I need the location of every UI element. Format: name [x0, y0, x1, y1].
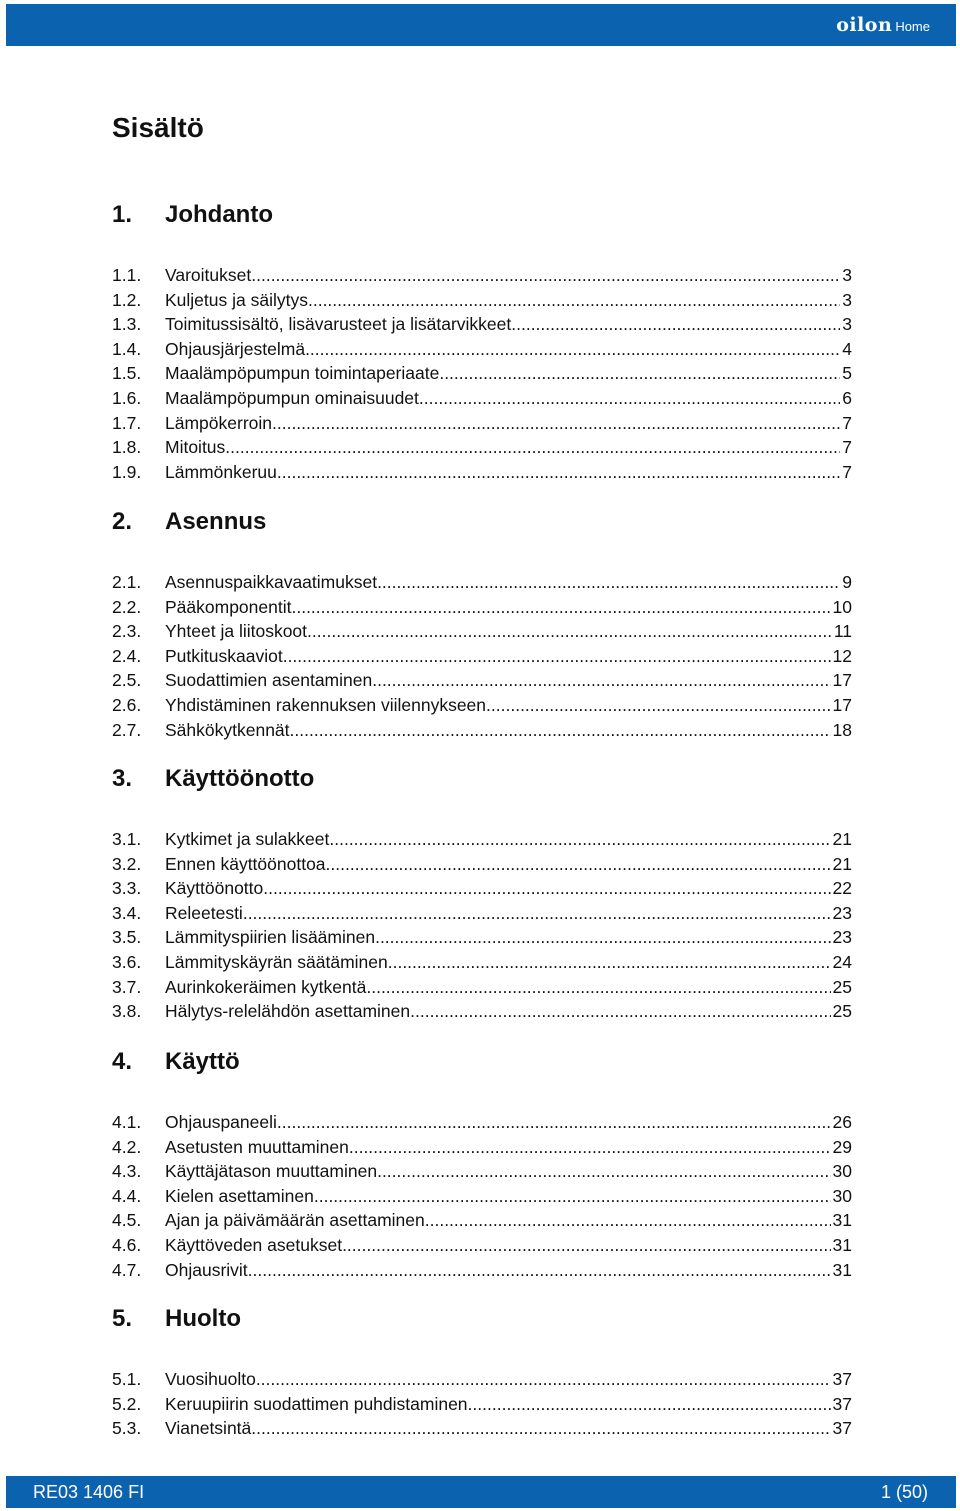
toc-entry[interactable]	[112, 926, 852, 948]
entry-number: 3.5.	[112, 927, 142, 948]
entry-label: Kielen asettaminen	[165, 1185, 314, 1206]
dot-leader	[419, 387, 840, 409]
entry-page-number: 5	[842, 363, 852, 384]
entry-label: Suodattimien asentaminen	[165, 670, 373, 691]
dot-leader	[290, 719, 831, 741]
toc-entry[interactable]	[112, 902, 852, 924]
dot-leader	[377, 1160, 830, 1182]
page-number: 1 (50)	[880, 1481, 928, 1502]
toc-entry[interactable]	[112, 313, 852, 335]
entry-number: 1.3.	[112, 314, 142, 335]
entry-page-number: 7	[842, 461, 852, 482]
entry-number: 2.7.	[112, 719, 142, 740]
entry-number: 4.5.	[112, 1210, 142, 1231]
toc-entry[interactable]	[112, 877, 852, 899]
toc-entry[interactable]	[112, 828, 852, 850]
section-title: Huolto	[165, 1305, 241, 1332]
entry-page-number: 37	[832, 1369, 852, 1389]
entry-number: 2.5.	[112, 670, 142, 691]
dot-leader	[366, 976, 830, 998]
entry-label: Vianetsintä	[165, 1418, 252, 1439]
entry-number: 4.2.	[112, 1136, 142, 1157]
entry-label: Releetesti	[165, 902, 243, 923]
entry-label: Mitoitus	[165, 437, 226, 458]
dot-leader	[272, 412, 840, 434]
page-title: Sisältö	[112, 112, 204, 143]
entry-label: Yhteet ja liitoskoot	[165, 621, 308, 642]
toc-entry[interactable]	[112, 645, 852, 667]
toc-entry[interactable]	[112, 338, 852, 360]
toc-entry[interactable]	[112, 1417, 852, 1439]
entry-number: 4.7.	[112, 1259, 142, 1280]
toc-entry[interactable]	[112, 412, 852, 434]
entry-page-number: 23	[832, 902, 852, 923]
entry-number: 5.2.	[112, 1393, 142, 1414]
toc-entry[interactable]	[112, 853, 852, 875]
dot-leader	[377, 571, 840, 593]
section-number: 4.	[112, 1048, 133, 1075]
entry-label: Keruupiirin suodattimen puhdistaminen	[165, 1393, 468, 1414]
dot-leader	[314, 1185, 831, 1207]
dot-leader	[388, 951, 831, 973]
toc-entry[interactable]	[112, 387, 852, 409]
entry-label: Kytkimet ja sulakkeet	[165, 829, 330, 849]
dot-leader	[248, 1259, 831, 1281]
entry-label: Pääkomponentit	[165, 596, 292, 617]
entry-page-number: 4	[842, 338, 852, 359]
entry-page-number: 7	[842, 412, 852, 433]
entry-label: Ohjausrivit	[165, 1259, 248, 1280]
entry-page-number: 23	[832, 927, 852, 948]
dot-leader	[277, 1111, 831, 1133]
dot-leader	[243, 902, 831, 924]
entry-number: 4.3.	[112, 1161, 142, 1182]
entry-number: 2.2.	[112, 596, 142, 617]
dot-leader	[277, 461, 840, 483]
dot-leader	[251, 264, 840, 286]
section-number: 1.	[112, 201, 133, 228]
entry-label: Putkituskaaviot	[165, 645, 283, 666]
toc-entry[interactable]	[112, 951, 852, 973]
toc-entry[interactable]	[112, 596, 852, 618]
toc-entry[interactable]	[112, 1136, 852, 1158]
toc-entry[interactable]	[112, 461, 852, 483]
entry-number: 3.4.	[112, 902, 142, 923]
section-number: 2.	[112, 508, 133, 535]
entry-label: Lämpökerroin	[165, 412, 272, 433]
entry-page-number: 9	[842, 572, 852, 592]
entry-page-number: 17	[832, 670, 852, 691]
toc-entry[interactable]	[112, 1209, 852, 1231]
entry-label: Maalämpöpumpun toimintaperiaate	[165, 363, 440, 384]
entry-page-number: 26	[832, 1112, 852, 1132]
entry-label: Sähkökytkennät	[165, 719, 290, 740]
dot-leader	[410, 1000, 830, 1022]
entry-number: 1.1.	[112, 265, 142, 285]
entry-page-number: 37	[832, 1418, 852, 1439]
dot-leader	[225, 436, 840, 458]
entry-page-number: 7	[842, 437, 852, 458]
dot-leader	[263, 877, 830, 899]
dot-leader	[305, 338, 840, 360]
entry-number: 3.6.	[112, 952, 142, 972]
entry-label: Aurinkokeräimen kytkentä	[165, 976, 367, 997]
entry-number: 1.9.	[112, 461, 142, 482]
oilon-home-logo	[836, 14, 930, 36]
entry-number: 4.6.	[112, 1235, 142, 1255]
entry-page-number: 21	[832, 853, 852, 874]
section-heading	[112, 1048, 240, 1076]
entry-number: 4.1.	[112, 1112, 142, 1132]
footer-bar	[6, 1476, 956, 1508]
dot-leader	[329, 828, 830, 850]
entry-label: Asennuspaikkavaatimukset	[165, 572, 378, 592]
entry-page-number: 31	[832, 1235, 852, 1255]
entry-page-number: 30	[832, 1161, 852, 1182]
entry-number: 2.4.	[112, 645, 142, 666]
entry-page-number: 31	[832, 1259, 852, 1280]
entry-number: 2.1.	[112, 572, 142, 592]
entry-page-number: 25	[832, 976, 852, 997]
entry-number: 5.1.	[112, 1369, 142, 1389]
entry-number: 3.7.	[112, 976, 142, 997]
toc-entry[interactable]	[112, 1368, 852, 1390]
section-title: Asennus	[165, 508, 267, 535]
entry-page-number: 25	[832, 1001, 852, 1022]
toc-entry[interactable]	[112, 719, 852, 741]
entry-page-number: 17	[832, 695, 852, 715]
entry-label: Vuosihuolto	[165, 1369, 256, 1389]
dot-leader	[283, 645, 831, 667]
section-heading	[112, 765, 314, 793]
section-title: Käyttöönotto	[165, 765, 315, 792]
dot-leader	[307, 620, 832, 642]
section-heading	[112, 201, 273, 229]
logo-sub: Home	[895, 19, 930, 34]
entry-page-number: 21	[832, 829, 852, 849]
dot-leader	[468, 1393, 831, 1415]
toc-entry[interactable]	[112, 1000, 852, 1022]
toc-entry[interactable]	[112, 1111, 852, 1133]
entry-page-number: 24	[832, 952, 852, 972]
entry-number: 2.6.	[112, 695, 142, 715]
logo-word: oilon	[836, 14, 893, 36]
entry-page-number: 31	[832, 1210, 852, 1231]
dot-leader	[439, 362, 840, 384]
entry-number: 3.3.	[112, 878, 142, 899]
entry-page-number: 11	[833, 621, 852, 642]
entry-label: Käyttöönotto	[165, 878, 264, 899]
toc-entry[interactable]	[112, 289, 852, 311]
section-heading	[112, 1305, 241, 1333]
header-bar	[6, 4, 956, 46]
entry-number: 5.3.	[112, 1418, 142, 1439]
entry-label: Ohjausjärjestelmä	[165, 338, 306, 359]
entry-page-number: 37	[832, 1393, 852, 1414]
dot-leader	[326, 853, 831, 875]
entry-page-number: 22	[832, 878, 852, 899]
section-heading	[112, 508, 266, 536]
entry-number: 4.4.	[112, 1185, 142, 1206]
entry-number: 3.1.	[112, 829, 142, 849]
entry-number: 3.2.	[112, 853, 142, 874]
entry-number: 3.8.	[112, 1001, 142, 1022]
entry-label: Ennen käyttöönottoa	[165, 853, 326, 874]
entry-page-number: 6	[842, 388, 852, 408]
section-title: Johdanto	[165, 201, 273, 228]
dot-leader	[291, 596, 830, 618]
entry-number: 2.3.	[112, 621, 142, 642]
toc-entry[interactable]	[112, 1393, 852, 1415]
entry-page-number: 18	[832, 719, 852, 740]
entry-number: 1.4.	[112, 338, 142, 359]
toc-entry[interactable]	[112, 571, 852, 593]
toc-entry[interactable]	[112, 1185, 852, 1207]
entry-page-number: 3	[842, 289, 852, 310]
section-number: 3.	[112, 765, 133, 792]
toc-entry[interactable]	[112, 976, 852, 998]
entry-page-number: 3	[842, 265, 852, 285]
entry-number: 1.6.	[112, 388, 142, 408]
entry-label: Lämmönkeruu	[165, 461, 277, 482]
entry-label: Varoitukset	[165, 265, 252, 285]
entry-label: Ajan ja päivämäärän asettaminen	[165, 1210, 425, 1231]
entry-label: Yhdistäminen rakennuksen viilennykseen	[165, 695, 487, 715]
entry-number: 1.5.	[112, 363, 142, 384]
entry-page-number: 3	[842, 314, 852, 335]
section-number: 5.	[112, 1305, 133, 1332]
entry-number: 1.8.	[112, 437, 142, 458]
entry-label: Hälytys-relelähdön asettaminen	[165, 1001, 411, 1022]
dot-leader	[425, 1209, 831, 1231]
dot-leader	[342, 1234, 830, 1256]
entry-label: Ohjauspaneeli	[165, 1112, 277, 1132]
entry-page-number: 29	[832, 1136, 852, 1157]
toc-entry[interactable]	[112, 1234, 852, 1256]
toc-entry[interactable]	[112, 362, 852, 384]
dot-leader	[372, 669, 830, 691]
dot-leader	[486, 694, 831, 716]
toc-entry[interactable]	[112, 620, 852, 642]
toc-entry[interactable]	[112, 1259, 852, 1281]
entry-label: Kuljetus ja säilytys	[165, 289, 308, 310]
toc-entry[interactable]	[112, 436, 852, 458]
entry-page-number: 12	[832, 645, 852, 666]
entry-label: Asetusten muuttaminen	[165, 1136, 349, 1157]
dot-leader	[349, 1136, 831, 1158]
entry-label: Lämmityskäyrän säätäminen	[165, 952, 388, 972]
dot-leader	[308, 289, 840, 311]
toc-entry[interactable]	[112, 264, 852, 286]
dot-leader	[511, 313, 840, 335]
toc-entry[interactable]	[112, 694, 852, 716]
entry-label: Maalämpöpumpun ominaisuudet	[165, 388, 419, 408]
section-title: Käyttö	[165, 1048, 240, 1075]
entry-page-number: 30	[832, 1185, 852, 1206]
dot-leader	[251, 1417, 830, 1439]
entry-label: Käyttäjätason muuttaminen	[165, 1161, 378, 1182]
entry-label: Toimitussisältö, lisävarusteet ja lisätarvikkeet	[165, 314, 512, 335]
entry-label: Käyttöveden asetukset	[165, 1235, 343, 1255]
dot-leader	[256, 1368, 831, 1390]
document-code: RE03 1406 FI	[33, 1481, 145, 1502]
dot-leader	[375, 926, 830, 948]
toc-entry[interactable]	[112, 1160, 852, 1182]
entry-label: Lämmityspiirien lisääminen	[165, 927, 376, 948]
entry-number: 1.7.	[112, 412, 142, 433]
entry-page-number: 10	[832, 596, 852, 617]
toc-entry[interactable]	[112, 669, 852, 691]
entry-number: 1.2.	[112, 289, 142, 310]
